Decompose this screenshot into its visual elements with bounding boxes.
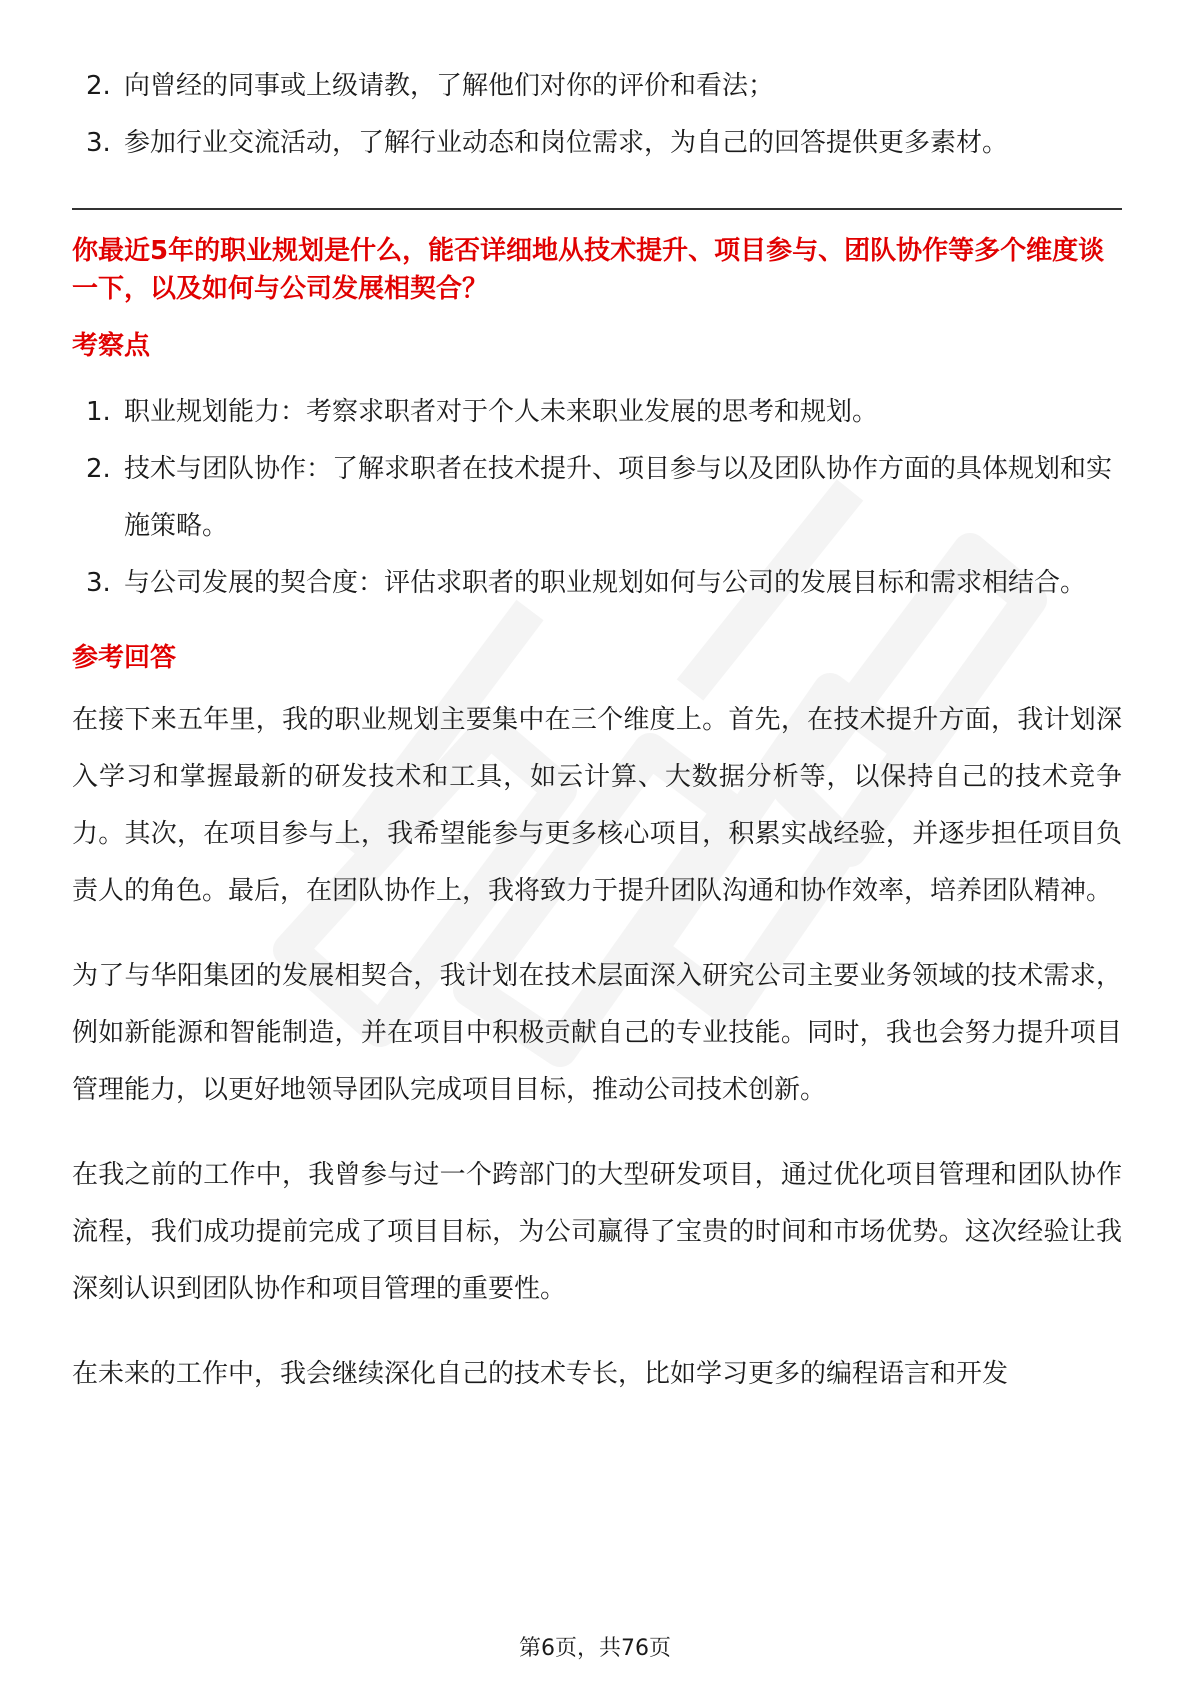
list-item-text: 参加行业交流活动，了解行业动态和岗位需求，为自己的回答提供更多素材。 bbox=[124, 128, 1009, 158]
list-item-text: 向曾经的同事或上级请教，了解他们对你的评价和看法； bbox=[124, 71, 775, 101]
list-number: 2. bbox=[86, 454, 111, 484]
list-item bbox=[72, 555, 1122, 612]
examine-points-list bbox=[72, 384, 1122, 612]
page-content bbox=[72, 58, 1122, 1431]
list-item bbox=[72, 58, 1122, 115]
answer-paragraph: 在我之前的工作中，我曾参与过一个跨部门的大型研发项目，通过优化项目管理和团队协作流程，我们成功提前完成了项目目标，为公司赢得了宝贵的时间和市场优势。这次经验让我深刻认识到团队协作和项目管理的重要性。 bbox=[72, 1160, 1122, 1304]
list-item-text: 职业规划能力：考察求职者对于个人未来职业发展的思考和规划。 bbox=[124, 397, 879, 427]
answer-paragraph: 在未来的工作中，我会继续深化自己的技术专长，比如学习更多的编程语言和开发 bbox=[72, 1359, 1009, 1389]
section-divider bbox=[72, 208, 1122, 210]
list-item-text: 技术与团队协作：了解求职者在技术提升、项目参与以及团队协作方面的具体规划和实施策略。 bbox=[124, 454, 1113, 541]
examine-heading: 考察点 bbox=[72, 331, 151, 361]
list-number: 2. bbox=[86, 71, 111, 101]
list-number: 3. bbox=[86, 128, 111, 158]
answer-paragraph: 为了与华阳集团的发展相契合，我计划在技术层面深入研究公司主要业务领域的技术需求，例如新能源和智能制造，并在项目中积极贡献自己的专业技能。同时，我也会努力提升项目管理能力，以更好地领导团队完成项目目标，推动公司技术创新。 bbox=[72, 961, 1122, 1105]
answer-heading: 参考回答 bbox=[72, 643, 177, 673]
interview-question: 你最近5年的职业规划是什么，能否详细地从技术提升、项目参与、团队协作等多个维度谈一下，以及如何与公司发展相契合？ bbox=[72, 236, 1105, 304]
list-item bbox=[72, 384, 1122, 441]
list-number: 3. bbox=[86, 568, 111, 598]
page-footer: 第6页，共76页 bbox=[519, 1636, 671, 1661]
list-item bbox=[72, 115, 1122, 172]
answer-paragraph: 在接下来五年里，我的职业规划主要集中在三个维度上。首先，在技术提升方面，我计划深入学习和掌握最新的研发技术和工具，如云计算、大数据分析等，以保持自己的技术竞争力。其次，在项目参与上，我希望能参与更多核心项目，积累实战经验，并逐步担任项目负责人的角色。最后，在团队协作上，我将致力于提升团队沟通和协作效率，培养团队精神。 bbox=[72, 705, 1122, 906]
previous-list bbox=[72, 58, 1122, 172]
list-number: 1. bbox=[86, 397, 111, 427]
list-item-text: 与公司发展的契合度：评估求职者的职业规划如何与公司的发展目标和需求相结合。 bbox=[124, 568, 1087, 598]
list-item bbox=[72, 441, 1122, 555]
